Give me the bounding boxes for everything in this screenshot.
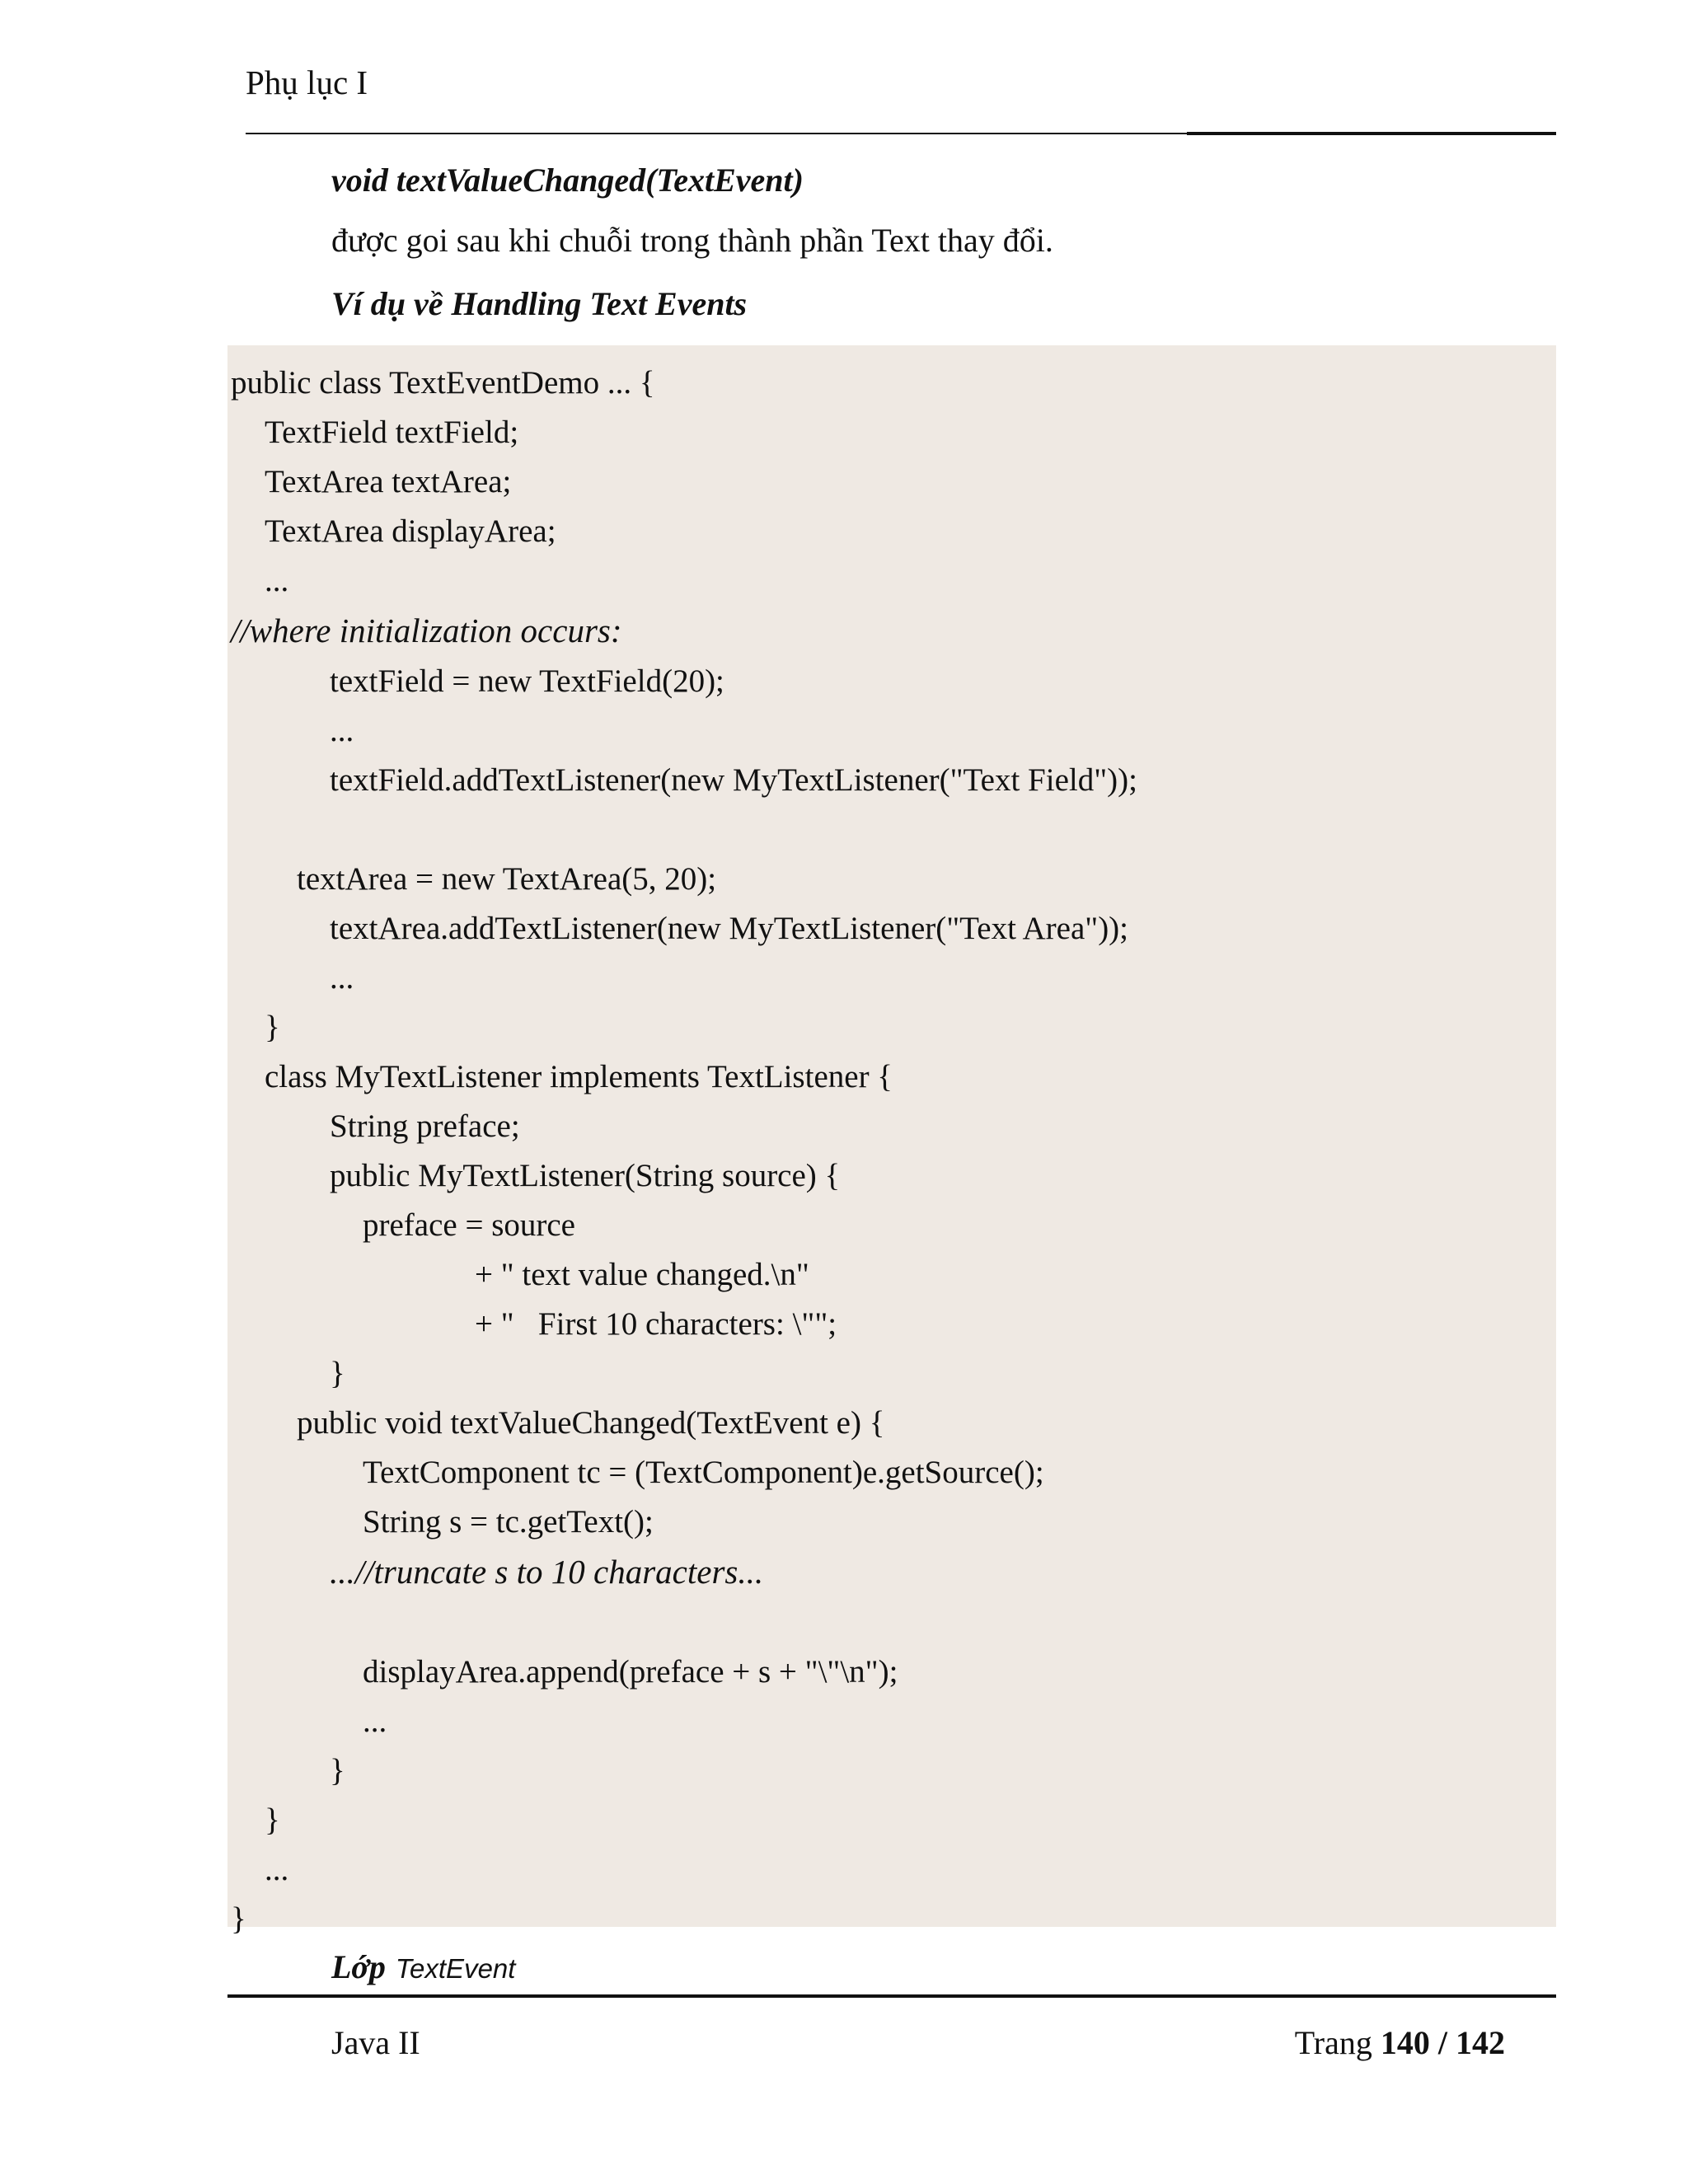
- code-block: [227, 345, 1556, 1937]
- code-line: }: [265, 1010, 280, 1045]
- code-line: + " text value changed.\n": [475, 1257, 809, 1292]
- page-prefix: Trang: [1294, 2024, 1372, 2061]
- code-line: String s = tc.getText();: [363, 1504, 654, 1540]
- code-line: }: [265, 1802, 280, 1838]
- code-line: ...: [265, 563, 289, 598]
- code-line: }: [330, 1356, 345, 1391]
- method-signature: void textValueChanged(TextEvent): [331, 162, 804, 199]
- code-line: }: [330, 1753, 345, 1788]
- code-line: textArea.addTextListener(new MyTextListener("Text Area"));: [330, 911, 1129, 946]
- code-line: }: [231, 1901, 246, 1937]
- code-line: class MyTextListener implements TextListener {: [265, 1059, 893, 1094]
- code-line: textField.addTextListener(new MyTextListener("Text Field"));: [330, 762, 1137, 798]
- class-section-label: Lớp: [331, 1948, 386, 1985]
- code-line: textField = new TextField(20);: [330, 663, 724, 699]
- class-section-name: TextEvent: [395, 1953, 516, 1984]
- class-section-heading: [331, 1947, 515, 1986]
- code-line: TextField textField;: [265, 415, 519, 450]
- header-rule-accent: [1187, 132, 1556, 135]
- code-line: ...: [330, 713, 354, 748]
- header-title: Phụ lục I: [246, 63, 368, 101]
- code-line: + " First 10 characters: \"";: [475, 1306, 837, 1342]
- total-pages: 142: [1456, 2024, 1505, 2061]
- code-comment: ...//truncate s to 10 characters...: [330, 1553, 764, 1591]
- code-line: public class TextEventDemo ... {: [231, 365, 655, 401]
- code-line: ...: [330, 960, 354, 996]
- code-line: TextArea textArea;: [265, 464, 512, 499]
- code-line: textArea = new TextArea(5, 20);: [297, 861, 717, 897]
- footer-course: Java II: [331, 2024, 420, 2061]
- code-line: String preface;: [330, 1108, 520, 1144]
- code-line: TextComponent tc = (TextComponent)e.getSource();: [363, 1455, 1044, 1490]
- current-page: 140: [1380, 2024, 1430, 2061]
- page-number: [1295, 2023, 1505, 2062]
- method-description: được goi sau khi chuỗi trong thành phần Text thay đổi.: [331, 222, 1053, 259]
- code-line: TextArea displayArea;: [265, 513, 556, 549]
- code-line: preface = source: [363, 1207, 575, 1243]
- code-comment: //where initialization occurs:: [231, 612, 622, 649]
- example-title: Ví dụ về Handling Text Events: [331, 285, 748, 322]
- code-line: ...: [363, 1704, 387, 1739]
- page-separator: /: [1437, 2024, 1447, 2061]
- footer-rule: [227, 1994, 1556, 1998]
- code-line: displayArea.append(preface + s + "\"\n");: [363, 1654, 898, 1690]
- code-line: public void textValueChanged(TextEvent e) {: [297, 1405, 885, 1441]
- code-line: public MyTextListener(String source) {: [330, 1158, 841, 1193]
- code-line: ...: [265, 1852, 289, 1887]
